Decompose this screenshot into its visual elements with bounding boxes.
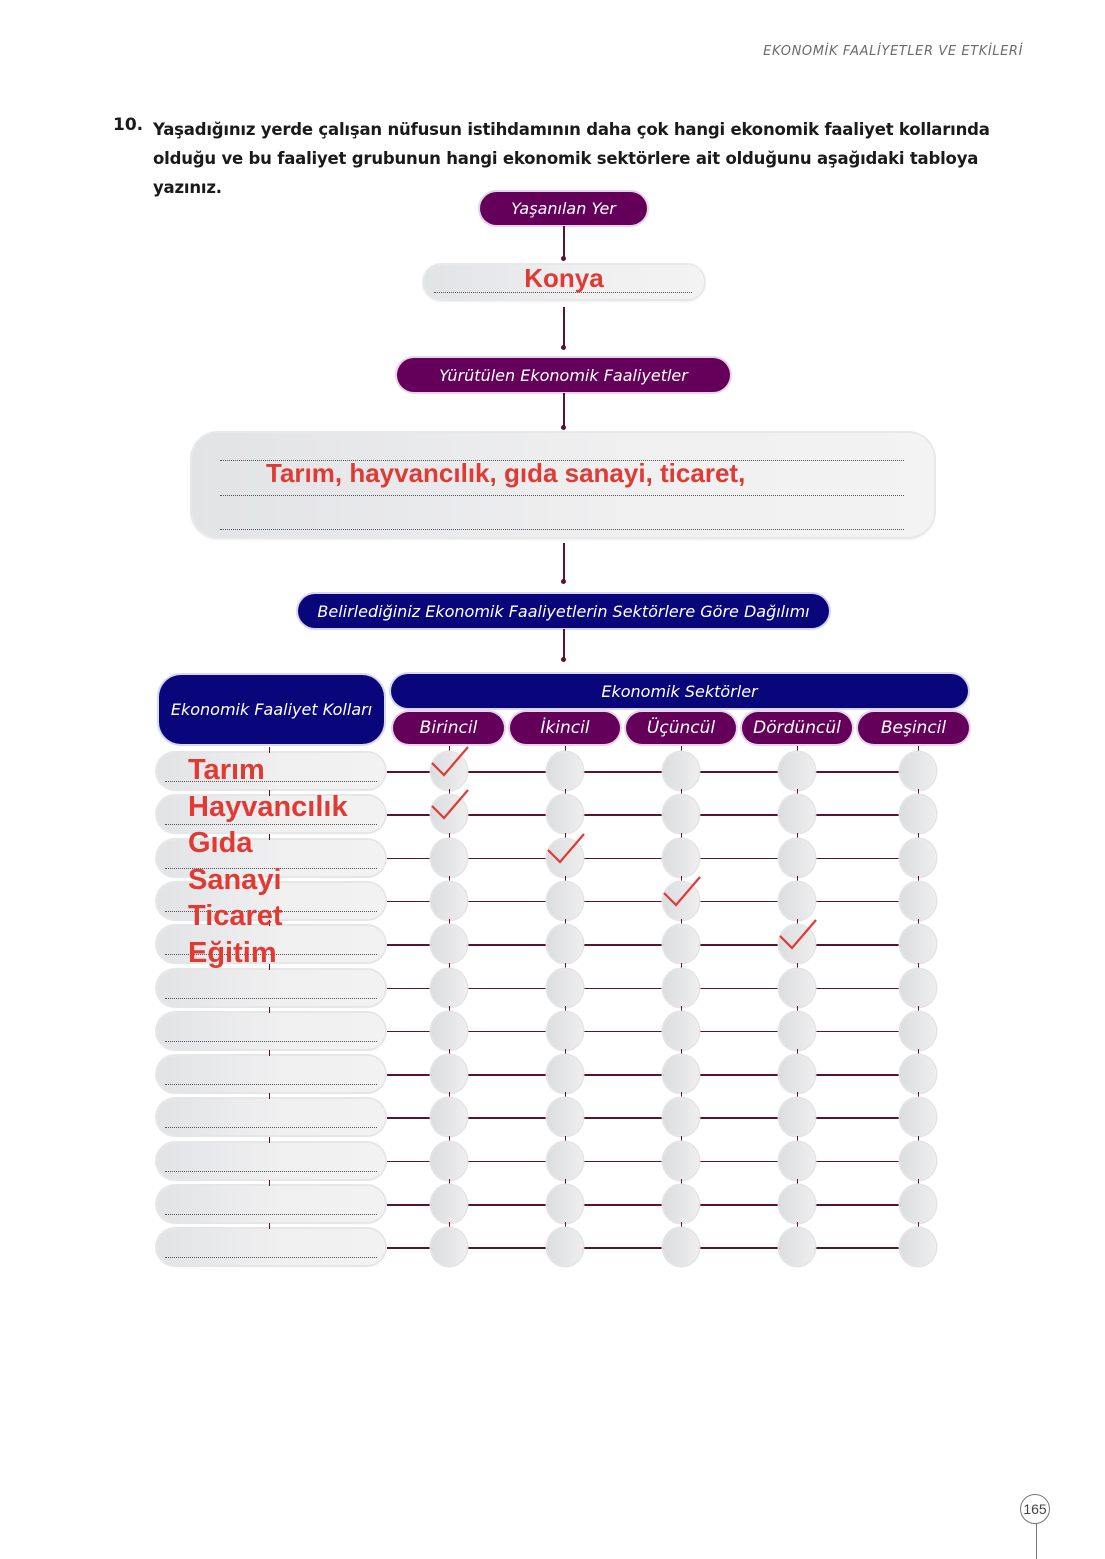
connector-tick bbox=[565, 1006, 566, 1012]
connector-dot bbox=[561, 579, 566, 584]
sector-label: Dördüncül bbox=[753, 718, 841, 738]
sector-checkbox[interactable] bbox=[900, 839, 936, 877]
activity-answer: Hayvancılık bbox=[188, 790, 348, 823]
sector-checkbox[interactable] bbox=[900, 925, 936, 963]
connector-tick bbox=[681, 963, 682, 969]
connector-tick bbox=[797, 1136, 798, 1142]
connector-line bbox=[563, 629, 565, 659]
sector-checkbox[interactable] bbox=[431, 1185, 467, 1223]
running-header: EKONOMİK FAALİYETLER VE ETKİLERİ bbox=[763, 44, 1023, 59]
checkmark-icon bbox=[779, 918, 819, 954]
answer-line bbox=[165, 1214, 377, 1215]
connector-tick bbox=[918, 876, 919, 882]
activity-input-row[interactable] bbox=[157, 1229, 385, 1265]
connector-tick bbox=[681, 1136, 682, 1142]
sector-checkbox[interactable] bbox=[547, 795, 583, 833]
sector-checkbox[interactable] bbox=[547, 1185, 583, 1223]
sector-header: Ekonomik Sektörler bbox=[601, 681, 758, 701]
connector-dot bbox=[561, 345, 566, 350]
connector-tick bbox=[449, 1006, 450, 1012]
sector-checkbox[interactable] bbox=[900, 1228, 936, 1266]
activities-answer: Tarım, hayvancılık, gıda sanayi, ticaret, bbox=[266, 458, 746, 488]
activity-answer: Eğitim bbox=[188, 936, 277, 969]
connector-line bbox=[563, 226, 565, 258]
sector-checkbox[interactable] bbox=[779, 1142, 815, 1180]
checkmark-icon bbox=[431, 788, 471, 824]
sector-checkbox[interactable] bbox=[663, 1142, 699, 1180]
place-answer: Konya bbox=[524, 263, 604, 293]
place-label: Yaşanılan Yer bbox=[511, 199, 616, 218]
sector-checkbox[interactable] bbox=[547, 1098, 583, 1136]
sector-checkbox[interactable] bbox=[663, 795, 699, 833]
answer-line bbox=[165, 1084, 377, 1085]
sector-checkbox[interactable] bbox=[900, 1185, 936, 1223]
sector-checkbox[interactable] bbox=[900, 1012, 936, 1050]
checkmark-icon bbox=[431, 745, 471, 781]
sector-checkbox[interactable] bbox=[547, 1055, 583, 1093]
activity-answers bbox=[188, 752, 348, 971]
sector-checkbox[interactable] bbox=[547, 1012, 583, 1050]
sector-label: İkincil bbox=[540, 718, 590, 738]
connector-tick bbox=[918, 963, 919, 969]
sector-checkbox[interactable] bbox=[431, 925, 467, 963]
connector-line bbox=[563, 393, 565, 427]
connector-line bbox=[563, 543, 565, 581]
sector-checkbox[interactable] bbox=[663, 1098, 699, 1136]
sector-ucuncul bbox=[626, 712, 736, 744]
activity-input-row[interactable] bbox=[157, 1186, 385, 1222]
question-number: 10. bbox=[113, 115, 144, 135]
row-header-pill bbox=[159, 675, 384, 744]
connector-tick bbox=[918, 1006, 919, 1012]
connector-tick bbox=[449, 833, 450, 839]
sector-birincil bbox=[393, 712, 504, 744]
sector-checkbox[interactable] bbox=[663, 839, 699, 877]
activities-label: Yürütülen Ekonomik Faaliyetler bbox=[439, 365, 688, 385]
connector-tick bbox=[269, 1223, 270, 1229]
sector-checkbox[interactable] bbox=[547, 882, 583, 920]
connector-tick bbox=[565, 1136, 566, 1142]
sector-checkbox[interactable] bbox=[779, 882, 815, 920]
distribution-label: Belirlediğiniz Ekonomik Faaliyetlerin Sektörlere Göre Dağılımı bbox=[317, 601, 810, 621]
connector-dot bbox=[561, 425, 566, 430]
activity-answer: Sanayi bbox=[188, 863, 282, 896]
checkmark-icon bbox=[663, 875, 703, 911]
page-number-line bbox=[1036, 1523, 1037, 1559]
connector-tick bbox=[565, 876, 566, 882]
connector-tick bbox=[449, 876, 450, 882]
answer-line bbox=[220, 495, 904, 496]
row-header: Ekonomik Faaliyet Kolları bbox=[170, 700, 373, 719]
connector-tick bbox=[918, 833, 919, 839]
page-number: 165 bbox=[1020, 1494, 1050, 1524]
sector-checkbox[interactable] bbox=[900, 969, 936, 1007]
sector-checkbox[interactable] bbox=[779, 1098, 815, 1136]
sector-checkbox[interactable] bbox=[900, 1055, 936, 1093]
activity-answer: Ticaret bbox=[188, 900, 283, 932]
answer-line bbox=[165, 1127, 377, 1128]
connector-tick bbox=[269, 1180, 270, 1186]
place-label-pill bbox=[480, 192, 647, 225]
connector-dot bbox=[561, 657, 566, 662]
sector-checkbox[interactable] bbox=[900, 1142, 936, 1180]
sector-checkbox[interactable] bbox=[431, 1142, 467, 1180]
connector-tick bbox=[797, 1006, 798, 1012]
answer-line bbox=[220, 529, 904, 530]
activity-answer: Tarım bbox=[188, 754, 265, 786]
sector-label: Birincil bbox=[419, 718, 478, 738]
sector-checkbox[interactable] bbox=[431, 882, 467, 920]
sector-checkbox[interactable] bbox=[779, 1012, 815, 1050]
sector-checkbox[interactable] bbox=[431, 1055, 467, 1093]
sector-checkbox[interactable] bbox=[431, 1228, 467, 1266]
activity-answer: Gıda bbox=[188, 827, 253, 859]
sector-dorduncul bbox=[742, 712, 852, 744]
sector-checkbox[interactable] bbox=[779, 752, 815, 790]
connector-tick bbox=[449, 1136, 450, 1142]
sector-checkbox[interactable] bbox=[547, 969, 583, 1007]
answer-line bbox=[165, 998, 377, 999]
sector-checkbox[interactable] bbox=[547, 925, 583, 963]
sector-checkbox[interactable] bbox=[663, 1012, 699, 1050]
sector-checkbox[interactable] bbox=[431, 969, 467, 1007]
sector-checkbox[interactable] bbox=[663, 925, 699, 963]
connector-tick bbox=[681, 833, 682, 839]
sector-ikincil bbox=[510, 712, 620, 744]
answer-line bbox=[165, 1171, 377, 1172]
activity-input-row[interactable] bbox=[157, 1056, 385, 1092]
checkmark-icon bbox=[547, 832, 587, 868]
sector-checkbox[interactable] bbox=[663, 1055, 699, 1093]
connector-tick bbox=[797, 876, 798, 882]
activities-label-pill bbox=[397, 358, 730, 392]
connector-tick bbox=[797, 833, 798, 839]
activity-input-row[interactable] bbox=[157, 970, 385, 1006]
connector-tick bbox=[269, 1093, 270, 1099]
connector-tick bbox=[269, 1050, 270, 1056]
sector-checkbox[interactable] bbox=[900, 795, 936, 833]
connector-line bbox=[563, 307, 565, 347]
connector-dot bbox=[561, 256, 566, 261]
sector-checkbox[interactable] bbox=[663, 969, 699, 1007]
sector-checkbox[interactable] bbox=[663, 752, 699, 790]
connector-tick bbox=[797, 963, 798, 969]
connector-tick bbox=[449, 963, 450, 969]
question-text: Yaşadığınız yerde çalışan nüfusun istihdamının daha çok hangi ekonomik faaliyet kollarında olduğu ve bu faaliyet grubunun hangi ekonomik sektörlere ait olduğunu aşağıdaki tabloya yazınız. bbox=[153, 120, 990, 197]
sector-checkbox[interactable] bbox=[900, 1098, 936, 1136]
sector-checkbox[interactable] bbox=[663, 1228, 699, 1266]
sector-checkbox[interactable] bbox=[900, 882, 936, 920]
sector-label: Üçüncül bbox=[646, 718, 716, 738]
connector-tick bbox=[269, 1007, 270, 1013]
sector-checkbox[interactable] bbox=[779, 839, 815, 877]
sector-checkbox[interactable] bbox=[779, 795, 815, 833]
distribution-label-pill bbox=[298, 594, 829, 628]
connector-tick bbox=[269, 1137, 270, 1143]
sector-checkbox[interactable] bbox=[547, 1228, 583, 1266]
sector-checkbox[interactable] bbox=[431, 1012, 467, 1050]
activity-input-row[interactable] bbox=[157, 1143, 385, 1179]
sector-checkbox[interactable] bbox=[779, 1055, 815, 1093]
sector-checkbox[interactable] bbox=[779, 969, 815, 1007]
activity-input-row[interactable] bbox=[157, 1099, 385, 1135]
sector-besincil bbox=[858, 712, 969, 744]
answer-line bbox=[165, 1257, 377, 1258]
sector-checkbox[interactable] bbox=[547, 752, 583, 790]
sector-label: Beşincil bbox=[880, 718, 947, 738]
sector-checkbox[interactable] bbox=[900, 752, 936, 790]
sector-checkbox[interactable] bbox=[431, 1098, 467, 1136]
connector-tick bbox=[681, 1006, 682, 1012]
connector-tick bbox=[918, 1136, 919, 1142]
activity-input-row[interactable] bbox=[157, 1013, 385, 1049]
sector-checkbox[interactable] bbox=[431, 839, 467, 877]
sector-header-pill bbox=[391, 674, 968, 708]
sector-checkbox[interactable] bbox=[547, 1142, 583, 1180]
sector-checkbox[interactable] bbox=[663, 1185, 699, 1223]
connector-tick bbox=[565, 963, 566, 969]
answer-line bbox=[165, 1041, 377, 1042]
sector-checkbox[interactable] bbox=[779, 1185, 815, 1223]
sector-checkbox[interactable] bbox=[779, 1228, 815, 1266]
